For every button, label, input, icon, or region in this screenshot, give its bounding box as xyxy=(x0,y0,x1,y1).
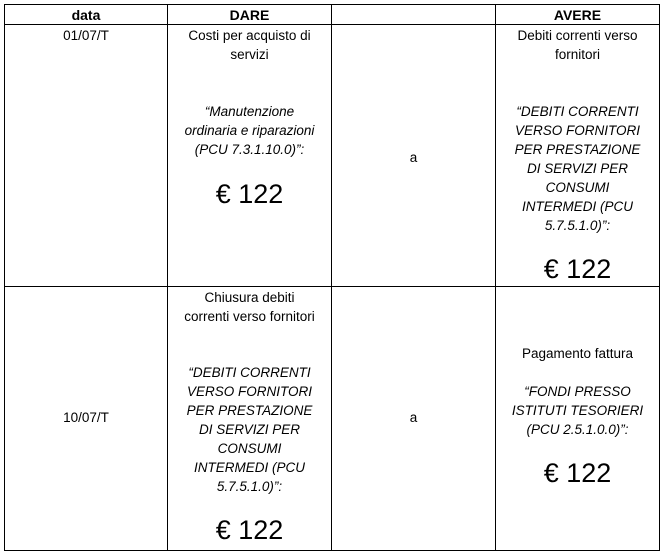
journal-table xyxy=(4,4,660,551)
dare-account xyxy=(168,102,331,159)
connector-a: a xyxy=(409,150,418,165)
account-line: (PCU 7.3.1.10.0)”: xyxy=(194,142,305,157)
avere-description: Pagamento fattura xyxy=(521,346,634,361)
avere-amount: € 122 xyxy=(543,254,612,284)
table-border-right xyxy=(659,4,660,551)
entry-date: 10/07/T xyxy=(63,410,109,425)
avere-title-line: fornitori xyxy=(554,47,600,62)
account-line: “FONDI PRESSO xyxy=(524,384,631,399)
account-line: DI SERVIZI PER xyxy=(526,161,629,176)
entry-date: 01/07/T xyxy=(63,28,109,43)
dare-amount: € 122 xyxy=(215,179,284,209)
header-data: data xyxy=(71,7,101,23)
account-line: ISTITUTI TESORIERI xyxy=(511,403,644,418)
account-line: INTERMEDI (PCU xyxy=(522,199,633,214)
dare-title-line: Costi per acquisto di xyxy=(188,28,311,43)
avere-title-line: Debiti correnti verso xyxy=(517,28,638,43)
account-line: PER PRESTAZIONE xyxy=(514,142,641,157)
connector-a: a xyxy=(409,410,418,425)
dare-description xyxy=(168,26,331,64)
avere-description xyxy=(496,26,659,64)
dare-title-line: correnti verso fornitori xyxy=(184,309,315,324)
dare-account xyxy=(168,363,331,496)
account-line: (PCU 2.5.1.0.0)”: xyxy=(526,422,629,437)
account-line: INTERMEDI (PCU xyxy=(194,460,305,475)
account-line: VERSO FORNITORI xyxy=(514,123,640,138)
account-line: VERSO FORNITORI xyxy=(186,384,312,399)
account-line: 5.7.5.1.0)”: xyxy=(216,479,283,494)
account-line: “DEBITI CORRENTI xyxy=(188,365,311,380)
account-line: “DEBITI CORRENTI xyxy=(516,104,639,119)
table-border-bottom xyxy=(4,550,660,551)
avere-account xyxy=(496,382,659,439)
header-divider xyxy=(4,24,660,25)
header-dare: DARE xyxy=(229,7,270,23)
dare-title-line: Chiusura debiti xyxy=(204,290,295,305)
account-line: “Manutenzione xyxy=(204,104,295,119)
avere-amount: € 122 xyxy=(543,458,612,488)
avere-account xyxy=(496,102,659,235)
account-line: CONSUMI xyxy=(545,180,610,195)
account-line: 5.7.5.1.0)”: xyxy=(544,218,611,233)
table-border-left xyxy=(4,4,5,551)
account-line: ordinaria e riparazioni xyxy=(184,123,315,138)
dare-title-line: servizi xyxy=(230,47,269,62)
column-divider xyxy=(331,4,332,551)
row-divider xyxy=(4,286,660,287)
account-line: PER PRESTAZIONE xyxy=(186,403,313,418)
account-line: DI SERVIZI PER xyxy=(198,422,301,437)
account-line: CONSUMI xyxy=(217,441,282,456)
dare-amount: € 122 xyxy=(215,515,284,545)
table-border-top xyxy=(4,4,660,5)
header-avere: AVERE xyxy=(553,7,602,23)
dare-description xyxy=(168,288,331,326)
